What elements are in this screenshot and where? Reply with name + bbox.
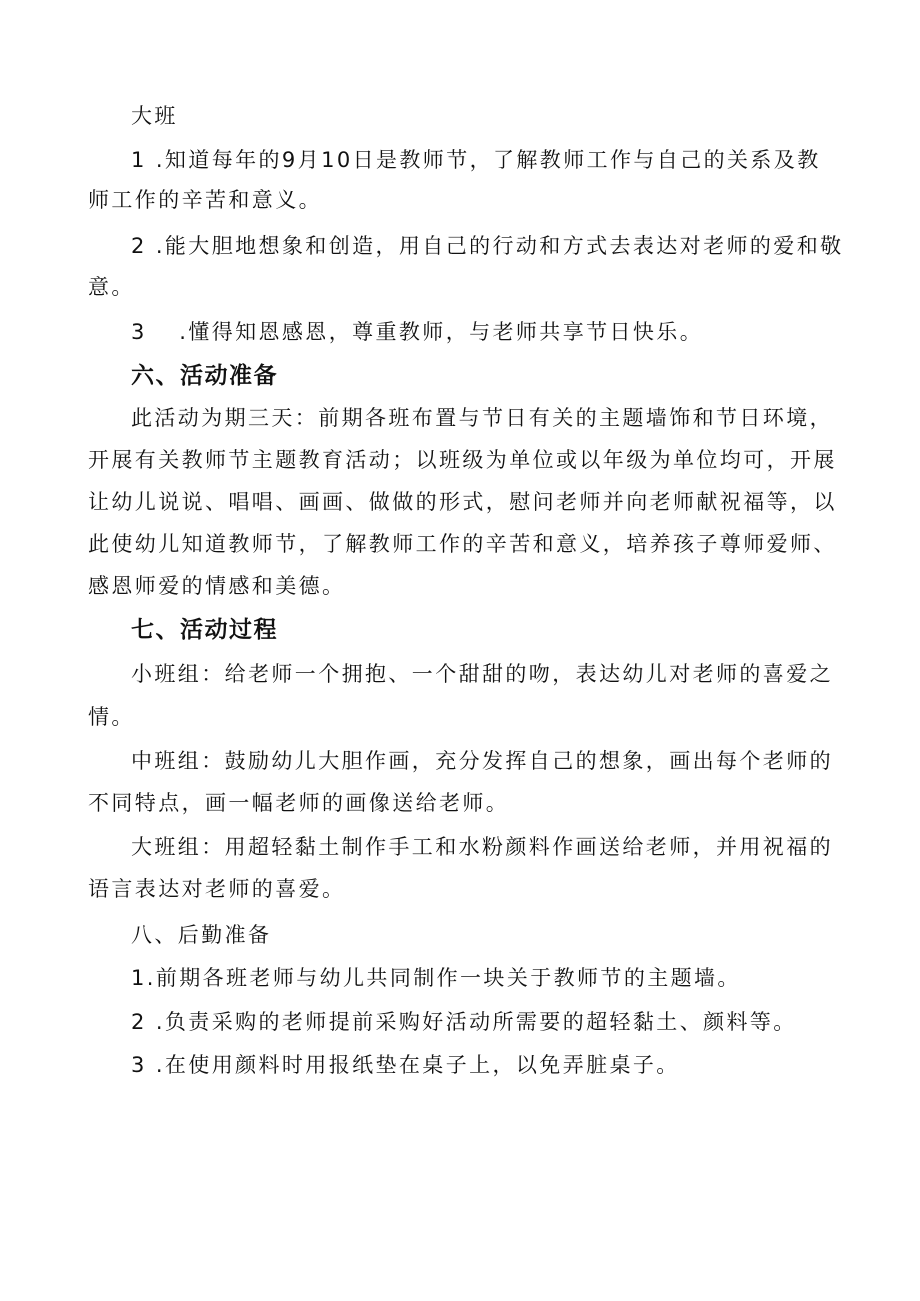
goal-2-line-2: 意。: [88, 275, 135, 299]
goal-1-line-2: 师工作的辛苦和意义。: [88, 188, 322, 212]
large-class-line-1: 大班组：用超轻黏土制作手工和水粉颜料作画送给老师，并用祝福的: [131, 835, 833, 859]
prep-line-4: 此使幼儿知道教师节，了解教师工作的辛苦和意义，培养孩子尊师爱师、: [88, 532, 837, 556]
section-7-title: 七、活动过程: [131, 617, 278, 643]
middle-class-line-2: 不同特点，画一幅老师的画像送给老师。: [88, 791, 510, 815]
logistics-item-1: 1.前期各班老师与幼儿共同制作一块关于教师节的主题墙。: [131, 966, 741, 990]
prep-line-2: 开展有关教师节主题教育活动；以班级为单位或以年级为单位均可，开展: [88, 448, 837, 472]
section-8-title: 八、后勤准备: [131, 923, 272, 947]
section-6-title: 六、活动准备: [131, 363, 278, 389]
middle-class-line-1: 中班组：鼓励幼儿大胆作画，充分发挥自己的想象，画出每个老师的: [131, 749, 833, 773]
small-class-line-2: 情。: [88, 705, 135, 729]
class-label: 大班: [131, 104, 178, 128]
logistics-item-2: 2 .负责采购的老师提前采购好活动所需要的超轻黏土、颜料等。: [131, 1010, 797, 1034]
goal-2-line-1: 2 .能大胆地想象和创造，用自己的行动和方式去表达对老师的爱和敬: [131, 234, 844, 258]
goal-3-line-1: 3 .懂得知恩感恩，尊重教师，与老师共享节日快乐。: [131, 320, 704, 344]
prep-line-1: 此活动为期三天：前期各班布置与节日有关的主题墙饰和节日环境，: [131, 406, 833, 430]
small-class-line-1: 小班组：给老师一个拥抱、一个甜甜的吻，表达幼儿对老师的喜爱之: [131, 662, 833, 686]
prep-line-3: 让幼儿说说、唱唱、画画、做做的形式，慰问老师并向老师献祝福等，以: [88, 490, 837, 514]
large-class-line-2: 语言表达对老师的喜爱。: [88, 877, 346, 901]
prep-line-5: 感恩师爱的情感和美德。: [88, 574, 346, 598]
goal-1-line-1: 1 .知道每年的9月10日是教师节，了解教师工作与自己的关系及教: [131, 148, 821, 172]
logistics-item-3: 3 .在使用颜料时用报纸垫在桌子上，以免弄脏桌子。: [131, 1053, 680, 1077]
